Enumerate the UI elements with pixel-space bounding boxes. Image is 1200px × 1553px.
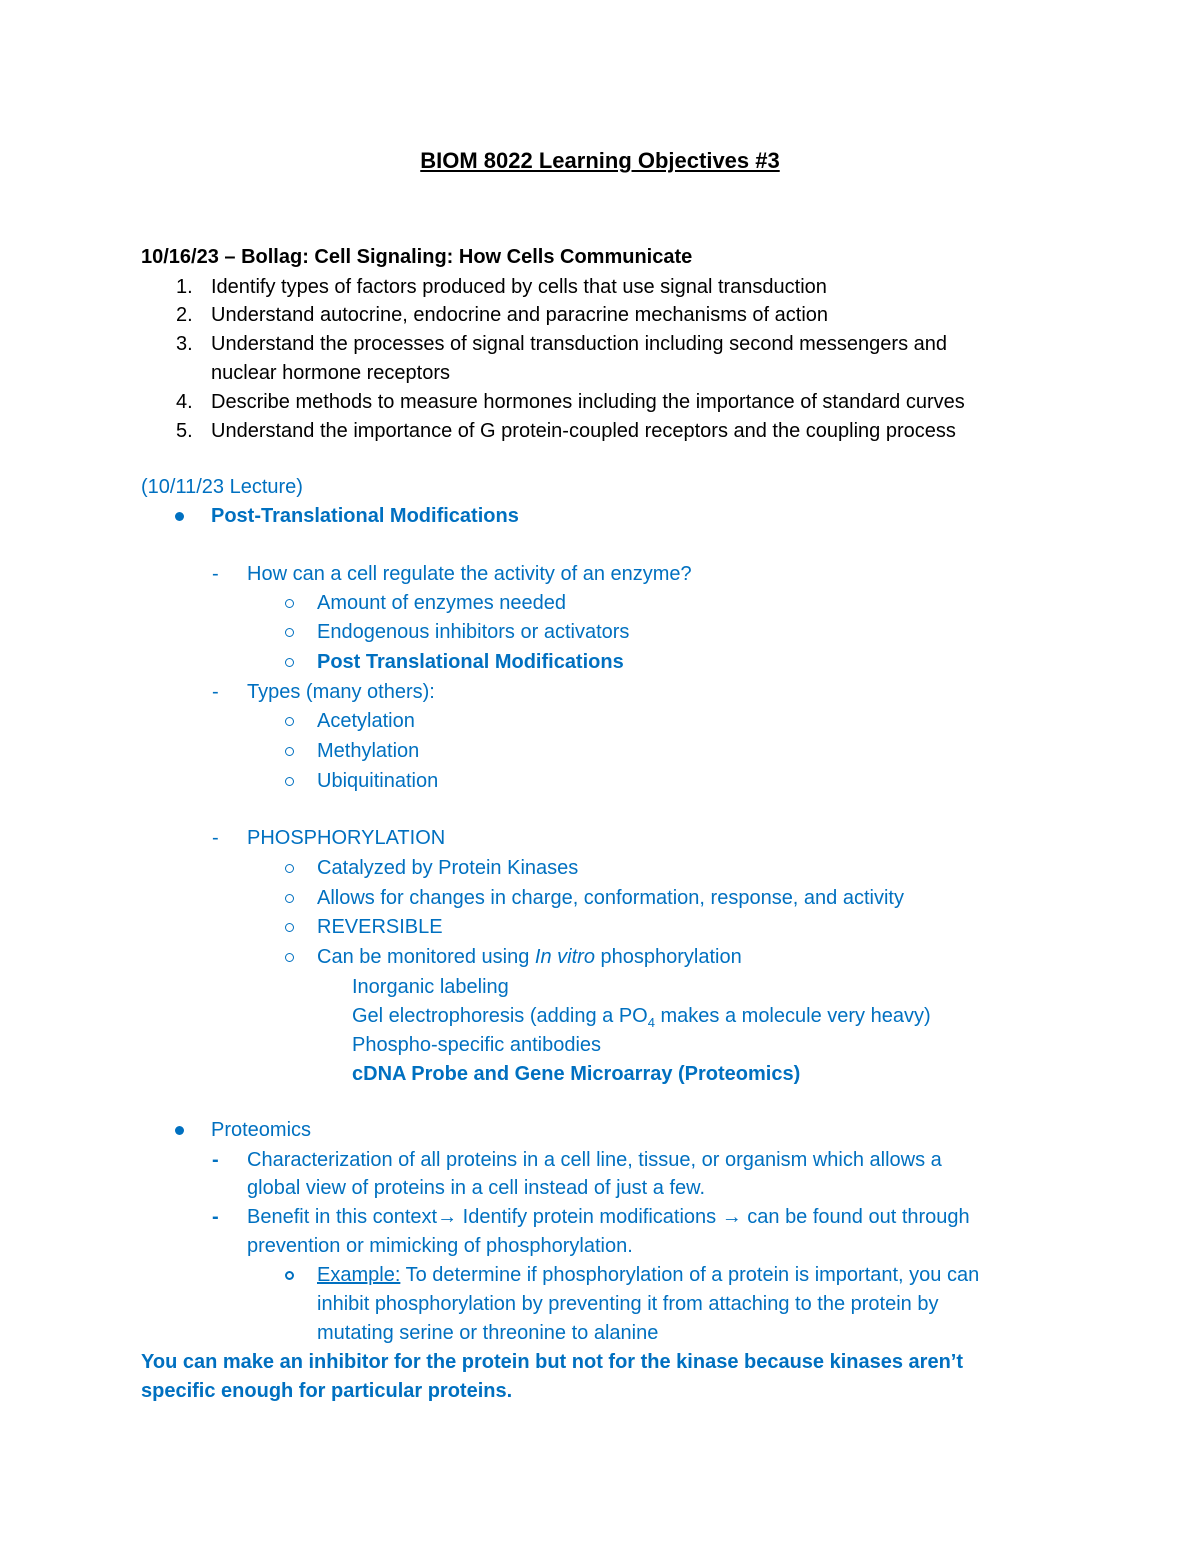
- regulation-question: How can a cell regulate the activity of an enzyme?: [247, 563, 692, 585]
- conclusion-line-2: specific enough for particular proteins.: [141, 1380, 513, 1402]
- dash-marker: -: [212, 1149, 219, 1171]
- example-line-1: Example: To determine if phosphorylation of a protein is important, you can: [317, 1264, 980, 1286]
- circle-bullet-icon: [285, 894, 294, 903]
- ptm-heading: Post-Translational Modifications: [211, 505, 519, 527]
- arrow-right-icon: →: [721, 1206, 742, 1228]
- circle-bullet-icon: [285, 923, 294, 932]
- objective-4: Describe methods to measure hormones including the importance of standard curves: [211, 391, 965, 413]
- section-heading: 10/16/23 – Bollag: Cell Signaling: How Cells Communicate: [141, 246, 693, 268]
- circle-bullet-icon: [285, 777, 294, 786]
- dash-marker: -: [212, 563, 219, 585]
- proteomics-point-1-line-2: global view of proteins in a cell instead of just a few.: [247, 1177, 706, 1199]
- bullet-dot-icon: [175, 1126, 184, 1135]
- circle-bullet-icon: [285, 1271, 294, 1280]
- method-cdna: cDNA Probe and Gene Microarray (Proteomics): [352, 1063, 801, 1085]
- phosphorylation-heading: PHOSPHORYLATION: [247, 827, 446, 849]
- method-inorganic: Inorganic labeling: [352, 976, 509, 998]
- example-line-3: mutating serine or threonine to alanine: [317, 1322, 659, 1344]
- types-heading: Types (many others):: [247, 681, 435, 703]
- conclusion-line-1: You can make an inhibitor for the protein but not for the kinase because kinases aren’t: [141, 1351, 964, 1373]
- circle-bullet-icon: [285, 628, 294, 637]
- objective-number-3: 3.: [176, 333, 193, 355]
- proteomics-heading: Proteomics: [211, 1119, 312, 1141]
- objective-number-4: 4.: [176, 391, 193, 413]
- bullet-dot-icon: [175, 512, 184, 521]
- objective-3-line-1: Understand the processes of signal transduction including second messengers and: [211, 333, 947, 355]
- q1-item-1: Amount of enzymes needed: [317, 592, 567, 614]
- q1-item-3: Post Translational Modifications: [317, 651, 624, 673]
- circle-bullet-icon: [285, 747, 294, 756]
- phos-item-2: Allows for changes in charge, conformation, response, and activity: [317, 887, 904, 909]
- arrow-right-icon: →: [437, 1206, 458, 1228]
- lecture-label: (10/11/23 Lecture): [141, 476, 303, 498]
- circle-bullet-icon: [285, 953, 294, 962]
- phos-item-4: Can be monitored using In vitro phosphorylation: [317, 946, 742, 968]
- proteomics-point-1-line-1: Characterization of all proteins in a cell line, tissue, or organism which allows a: [247, 1149, 942, 1171]
- dash-marker: -: [212, 681, 219, 703]
- type-acetylation: Acetylation: [317, 710, 415, 732]
- dash-marker: -: [212, 827, 219, 849]
- phos-item-1: Catalyzed by Protein Kinases: [317, 857, 579, 879]
- objective-number-2: 2.: [176, 304, 193, 326]
- objective-number-1: 1.: [176, 276, 193, 298]
- objective-5: Understand the importance of G protein-coupled receptors and the coupling process: [211, 420, 956, 442]
- phos-item-3: REVERSIBLE: [317, 916, 443, 938]
- method-phospho: Phospho-specific antibodies: [352, 1034, 602, 1056]
- objective-1: Identify types of factors produced by cells that use signal transduction: [211, 276, 827, 298]
- objective-3-line-2: nuclear hormone receptors: [211, 362, 451, 384]
- circle-bullet-icon: [285, 864, 294, 873]
- type-methylation: Methylation: [317, 740, 420, 762]
- method-gel: Gel electrophoresis (adding a $PO_4$ makes a molecule very heavy): [352, 1005, 931, 1030]
- proteomics-point-2-line-1: Benefit in this context→ Identify protein modifications → can be found out through: [247, 1206, 970, 1228]
- q1-item-2: Endogenous inhibitors or activators: [317, 621, 630, 643]
- proteomics-point-2-line-2: prevention or mimicking of phosphorylation.: [247, 1235, 633, 1257]
- circle-bullet-icon: [285, 599, 294, 608]
- dash-marker: -: [212, 1206, 219, 1228]
- example-line-2: inhibit phosphorylation by preventing it from attaching to the protein by: [317, 1293, 939, 1315]
- objective-2: Understand autocrine, endocrine and paracrine mechanisms of action: [211, 304, 829, 326]
- type-ubiquitination: Ubiquitination: [317, 770, 439, 792]
- circle-bullet-icon: [285, 717, 294, 726]
- circle-bullet-icon: [285, 658, 294, 667]
- objective-number-5: 5.: [176, 420, 193, 442]
- document-title: BIOM 8022 Learning Objectives #3: [420, 148, 780, 173]
